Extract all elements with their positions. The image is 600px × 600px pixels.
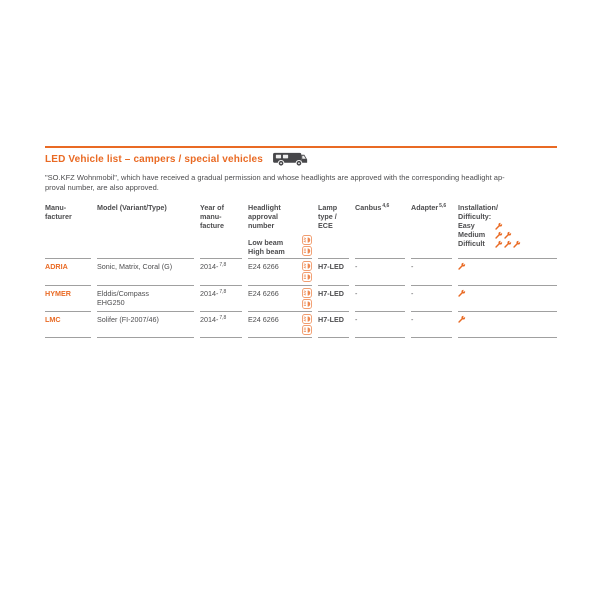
wrench-icon bbox=[458, 262, 466, 270]
column-header-canbus: Canbus$^{4,6}$ bbox=[355, 203, 405, 259]
high-beam-icon bbox=[302, 299, 312, 309]
cell-difficulty bbox=[458, 259, 557, 286]
cell-lamp-type: H7-LED bbox=[318, 286, 349, 312]
wrench-icon bbox=[495, 231, 512, 239]
cell-approval-number: E24 6266 bbox=[248, 286, 312, 312]
column-header-installation: Installation/ Difficulty: Easy Medium Difficult bbox=[458, 203, 557, 259]
cell-lamp-type: H7-LED bbox=[318, 312, 349, 338]
cell-year: 2014-$^{7,8}$ bbox=[200, 259, 242, 286]
cell-year: 2014-$^{7,8}$ bbox=[200, 286, 242, 312]
cell-difficulty bbox=[458, 312, 557, 338]
cell-difficulty bbox=[458, 286, 557, 312]
beam-icon-stack bbox=[302, 288, 312, 309]
footnote-ref: 7,8 bbox=[219, 262, 227, 268]
cell-manufacturer: HYMER bbox=[45, 286, 91, 312]
cell-manufacturer: ADRIA bbox=[45, 259, 91, 286]
model-line: Solifer (FI-2007/46) bbox=[97, 315, 159, 324]
low-beam-icon bbox=[302, 314, 312, 324]
low-beam-icon bbox=[302, 261, 312, 271]
cell-lamp-type: H7-LED bbox=[318, 259, 349, 286]
intro-line: proval number, are also approved. bbox=[45, 182, 159, 192]
cell-adapter: - bbox=[411, 259, 452, 286]
cell-manufacturer: LMC bbox=[45, 312, 91, 338]
difficulty-level: Difficult bbox=[458, 239, 557, 248]
model-line: Sonic, Matrix, Coral (G) bbox=[97, 262, 173, 271]
high-beam-icon bbox=[302, 246, 312, 256]
cell-approval-number: E24 6266 bbox=[248, 312, 312, 338]
cell-model bbox=[97, 286, 194, 312]
beam-labels: Low beam High beam bbox=[248, 238, 285, 256]
footnote-ref: 5,6 bbox=[439, 203, 447, 209]
title-bar bbox=[45, 151, 557, 167]
footnote-ref: 7,8 bbox=[219, 289, 227, 295]
difficulty-level: Medium bbox=[458, 230, 557, 239]
column-header-adapter: Adapter$^{5,6}$ bbox=[411, 203, 452, 259]
column-header-approval bbox=[248, 203, 312, 259]
model-line: Elddis/Compass bbox=[97, 289, 149, 298]
low-beam-icon bbox=[302, 288, 312, 298]
beam-icon-stack bbox=[302, 261, 312, 282]
cell-adapter: - bbox=[411, 312, 452, 338]
wrench-icon bbox=[458, 315, 466, 323]
beam-subheader bbox=[248, 235, 312, 256]
cell-adapter: - bbox=[411, 286, 452, 312]
cell-approval-number: E24 6266 bbox=[248, 259, 312, 286]
intro-text bbox=[45, 173, 557, 192]
beam-icon-stack bbox=[302, 314, 312, 335]
column-header-year: Year of manu- facture bbox=[200, 203, 242, 259]
camper-van-icon bbox=[272, 151, 308, 167]
cell-canbus: - bbox=[355, 312, 405, 338]
model-line: EHG250 bbox=[97, 298, 125, 307]
low-beam-icon bbox=[302, 235, 312, 245]
cell-model bbox=[97, 259, 194, 286]
wrench-icon bbox=[495, 222, 503, 230]
cell-model bbox=[97, 312, 194, 338]
column-header-lamp-type: Lamp type / ECE bbox=[318, 203, 349, 259]
cell-canbus: - bbox=[355, 286, 405, 312]
approval-header-lines: Headlight approval number bbox=[248, 203, 281, 230]
page-title: LED Vehicle list – campers / special vehicles bbox=[45, 153, 263, 165]
wrench-icon bbox=[458, 289, 466, 297]
column-header-model: Model (Variant/Type) bbox=[97, 203, 194, 259]
top-divider bbox=[45, 146, 557, 148]
beam-icon-stack bbox=[302, 235, 312, 256]
high-beam-icon bbox=[302, 272, 312, 282]
document-page bbox=[45, 146, 557, 338]
high-beam-icon bbox=[302, 325, 312, 335]
intro-line: "SO.KFZ Wohnmobil", which have received a gradual permission and whose headlights are approved with the corresponding headlight ap- bbox=[45, 173, 505, 182]
footnote-ref: 4,6 bbox=[382, 203, 390, 209]
cell-year: 2014-$^{7,8}$ bbox=[200, 312, 242, 338]
cell-canbus: - bbox=[355, 259, 405, 286]
wrench-icon bbox=[495, 240, 521, 248]
footnote-ref: 7,8 bbox=[219, 315, 227, 321]
vehicle-table bbox=[45, 203, 557, 338]
column-header-manufacturer: Manu- facturer bbox=[45, 203, 91, 259]
difficulty-level: Easy bbox=[458, 221, 557, 230]
